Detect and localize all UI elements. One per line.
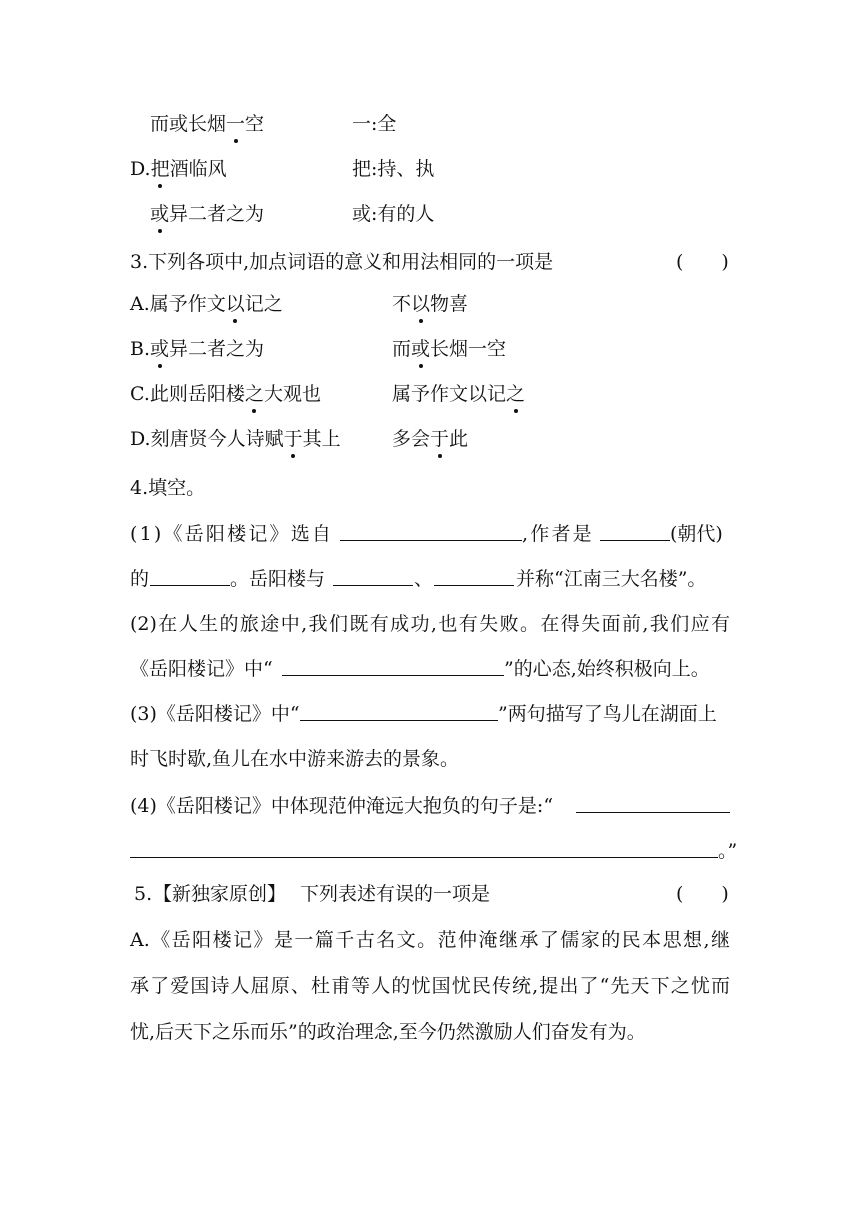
q3-option-c-right: 属予作文以记之	[392, 383, 526, 405]
q3-option-c-left: C.此则岳阳楼之大观也	[130, 383, 321, 405]
fill-blank-dynasty[interactable]	[150, 567, 230, 586]
emphasis-dot-char: 或	[411, 338, 431, 360]
emphasis-dot-char: 或	[150, 338, 170, 360]
q4-stem: 4.填空。	[130, 477, 206, 499]
q4-item4-text-b: 。”	[718, 840, 738, 862]
answer-parentheses[interactable]: ( )	[676, 883, 729, 905]
fill-blank-attitude[interactable]	[282, 657, 504, 676]
q4-item3-text-c: 时飞时歇,鱼儿在水中游来游去的景象。	[130, 748, 460, 770]
fill-blank-source[interactable]	[340, 522, 522, 541]
q4-item1-text-c: (朝代)	[670, 523, 723, 545]
q5-option-a-text-2: 承了爱国诗人屈原、杜甫等人的忧国忧民传统,提出了“先天下之忧而	[130, 975, 730, 997]
q3-option-b-left: B.或异二者之为	[130, 338, 265, 360]
emphasis-dot-char: 以	[411, 293, 431, 315]
fill-blank-tower-2[interactable]	[434, 567, 514, 586]
q3-option-d-left: D.刻唐贤今人诗赋于其上	[130, 428, 341, 450]
emphasis-dot-char: 一	[226, 113, 246, 135]
q3-option-a-right: 不以物喜	[392, 293, 469, 315]
q2-d-phrase: D.把酒临风	[130, 158, 227, 180]
emphasis-dot-char: 以	[225, 293, 245, 315]
q4-item2-text-c: ”的心态,始终积极向上。	[504, 658, 710, 680]
q4-item4-text-a: (4)《岳阳楼记》中体现范仲淹远大抱负的句子是:“	[130, 795, 554, 817]
emphasis-dot-char: 把	[150, 158, 170, 180]
q3-option-b-right: 而或长烟一空	[392, 338, 507, 360]
emphasis-dot-char: 或	[150, 203, 170, 225]
q4-item1-text-e: 。岳阳楼与	[230, 568, 326, 590]
q2-d2-meaning: 或:有的人	[352, 203, 435, 225]
q4-item3-text-b: ”两句描写了鸟儿在湖面上	[498, 703, 717, 725]
q2-d2-phrase: 或异二者之为	[150, 203, 265, 225]
q3-option-a-left: A.属予作文以记之	[130, 293, 283, 315]
q5-option-a-text-1: A.《岳阳楼记》是一篇千古名文。范仲淹继承了儒家的民本思想,继	[130, 929, 730, 951]
fill-blank-author[interactable]	[600, 522, 670, 541]
fill-blank-scenery[interactable]	[300, 702, 498, 721]
q5-tag: 【新独家原创】	[153, 883, 287, 905]
q2-d-meaning: 把:持、执	[352, 158, 435, 180]
fill-blank-tower-1[interactable]	[333, 567, 413, 586]
q4-item1-text-a: (1)《岳阳楼记》选自	[130, 523, 334, 545]
fill-blank-ambition-a[interactable]	[576, 794, 730, 813]
q4-item2-text-a: (2)在人生的旅途中,我们既有成功,也有失败。在得失面前,我们应有	[130, 613, 730, 635]
q4-item3-text-a: (3)《岳阳楼记》中“	[130, 703, 300, 725]
q4-item1-text-g: 并称“江南三大名楼”。	[516, 568, 707, 590]
q4-item1-text-b: ,作者是	[522, 523, 594, 545]
q5-number: 5.	[134, 883, 153, 905]
q4-item1-text-d: 的	[130, 568, 150, 590]
q3-option-d-right: 多会于此	[392, 428, 469, 450]
q2-c-meaning: 一:全	[352, 113, 397, 135]
fill-blank-ambition-b[interactable]	[130, 839, 718, 858]
emphasis-dot-char: 于	[430, 428, 450, 450]
q3-stem: 3.下列各项中,加点词语的意义和用法相同的一项是	[130, 251, 554, 273]
answer-parentheses[interactable]: ( )	[676, 251, 729, 273]
emphasis-dot-char: 于	[283, 428, 303, 450]
q5-option-a-text-3: 忧,后天下之乐而乐”的政治理念,至今仍然激励人们奋发有为。	[130, 1021, 646, 1043]
q4-item2-text-b: 《岳阳楼记》中“	[130, 658, 273, 680]
emphasis-dot-char: 之	[244, 383, 264, 405]
emphasis-dot-char: 之	[506, 383, 526, 405]
q4-item1-text-f: 、	[414, 568, 434, 590]
q5-stem: 下列表述有误的一项是	[300, 883, 491, 905]
q2-c-phrase: 而或长烟一空	[150, 113, 265, 135]
